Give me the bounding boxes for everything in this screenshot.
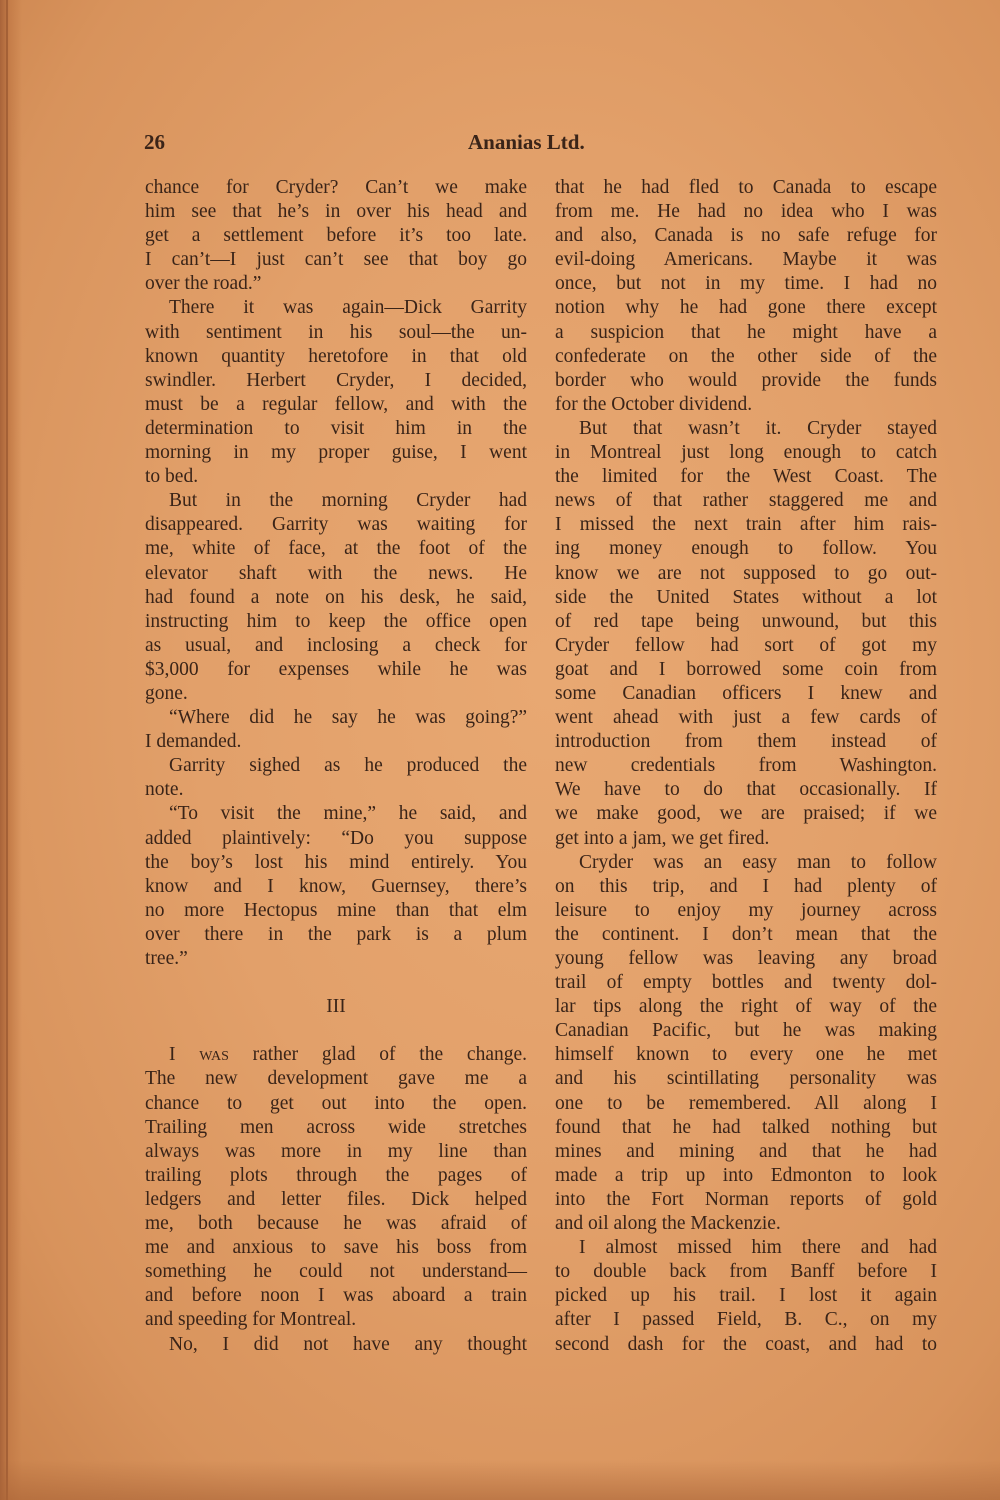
text-line: ledgers and letter files. Dick helped [145,1188,527,1210]
text-line: instructing him to keep the office open [145,610,527,632]
text-line: I demanded. [145,731,242,753]
text-line: side the United States without a lot [555,586,937,608]
text-line: to bed. [145,466,199,488]
text-line: himself known to every one he met [555,1044,937,1066]
text-line: chance for Cryder? Can’t we make [145,177,527,198]
page-binding-edge [0,0,22,1500]
blank-line [145,971,527,995]
text-line: that he had fled to Canada to escape [555,177,937,198]
text-line: always was more in my line than [145,1140,527,1162]
text-line: the limited for the West Coast. The [555,466,937,488]
page-header [144,130,950,158]
drop-word: I [169,1044,176,1066]
text-line [145,1043,527,1067]
text-line: picked up his trail. I lost it again [555,1285,937,1307]
text-line: news of that rather staggered me and [555,490,937,512]
text-line: into the Fort Norman reports of gold [555,1188,937,1210]
text-line: me, white of face, at the foot of the [145,538,527,560]
text-line: and his scintillating personality was [555,1068,937,1090]
text-line: and speeding for Montreal. [145,1309,357,1331]
text-line: ing money enough to follow. You [555,538,937,560]
text-line: him see that he’s in over his head and [145,201,527,223]
text-line: swindler. Herbert Cryder, I decided, [145,369,527,391]
text-line: second dash for the coast, and had to [555,1333,937,1355]
right-column [555,176,937,1357]
text-line: The new development gave me a [145,1068,527,1090]
text-line: new credentials from Washington. [555,755,937,777]
text-line: from me. He had no idea who I was [555,201,937,223]
text-line: we make good, we are praised; if we [555,803,937,825]
text-line: But in the morning Cryder had [169,490,527,512]
text-line: $3,000 for expenses while he was [145,658,527,680]
text-line: We have to do that occasionally. If [555,779,937,801]
text-line: trailing plots through the pages of [145,1164,527,1186]
page-number: 26 [144,130,165,154]
text-line: went ahead with just a few cards of [555,707,937,729]
text-line: morning in my proper guise, I went [145,442,527,464]
text-line: introduction from them instead of [555,731,937,753]
text-line: tree.” [145,948,188,969]
text-line: “Where did he say he was going?” [169,707,527,729]
text-line: disappeared. Garrity was waiting for [145,514,527,536]
text-line: confederate on the other side of the [555,345,937,367]
text-line: evil-doing Americans. Maybe it was [555,249,937,271]
text-line: notion why he had gone there except [555,297,937,319]
text-line: But that wasn’t it. Cryder stayed [579,417,937,439]
text-line: I almost missed him there and had [579,1237,937,1259]
text-line: over the road.” [145,273,262,295]
text-line: know we are not supposed to go out- [555,562,937,584]
text-line: and oil along the Mackenzie. [555,1213,781,1235]
text-line: to double back from Banff before I [555,1261,937,1283]
text-line: determination to visit him in the [145,417,527,439]
line-rest: rather glad of the change. [228,1044,527,1066]
text-line: made a trip up into Edmonton to look [555,1164,937,1186]
text-line: me, both because he was afraid of [145,1213,527,1235]
text-line: leisure to enjoy my journey across [555,899,937,921]
text-line: found that he had talked nothing but [555,1116,937,1138]
text-line: one to be remembered. All along I [555,1092,937,1114]
text-line: added plaintively: “Do you suppose [145,827,527,849]
text-line: No, I did not have any thought [169,1333,527,1355]
page-bottom-shade [0,1460,1000,1500]
text-line: mines and mining and that he had [555,1140,937,1162]
text-line: something he could not understand— [145,1261,527,1283]
text-line: once, but not in my time. I had no [555,273,937,295]
text-line: “To visit the mine,” he said, and [169,803,527,825]
text-line: me and anxious to save his boss from [145,1237,527,1259]
text-line: get a settlement before it’s too late. [145,225,527,247]
text-line: the boy’s lost his mind entirely. You [145,851,527,873]
text-line: goat and I borrowed some coin from [555,658,937,680]
text-line: lar tips along the right of way of the [555,996,937,1018]
text-line: Canadian Pacific, but he was making [555,1020,937,1042]
text-line: must be a regular fellow, and with the [145,393,527,415]
text-line: Trailing men across wide stretches [145,1116,527,1138]
text-line: known quantity heretofore in that old [145,345,527,367]
text-line: I can’t—I just can’t see that boy go [145,249,527,271]
text-line: a suspicion that he might have a [555,321,937,343]
left-column [145,176,527,1357]
text-line: as usual, and inclosing a check for [145,634,527,656]
text-line: gone. [145,682,188,704]
text-line: Cryder was an easy man to follow [579,851,937,873]
text-line: on this trip, and I had plenty of [555,875,937,897]
text-line: note. [145,779,184,801]
text-line: elevator shaft with the news. He [145,562,527,584]
text-line: and before noon I was aboard a train [145,1285,527,1307]
text-line: the continent. I don’t mean that the [555,923,937,945]
small-caps-word: was [199,1044,229,1066]
text-line: chance to get out into the open. [145,1092,527,1114]
text-line: in Montreal just long enough to catch [555,442,937,464]
text-line: Garrity sighed as he produced the [169,755,527,777]
text-line: and also, Canada is no safe refuge for [555,225,937,247]
text-line: over there in the park is a plum [145,923,527,945]
text-line: trail of empty bottles and twenty dol- [555,972,937,994]
text-line: border who would provide the funds [555,369,937,391]
text-line: know and I know, Guernsey, there’s [145,875,527,897]
text-line: some Canadian officers I knew and [555,682,937,704]
text-line: young fellow was leaving any broad [555,948,937,969]
text-line: after I passed Field, B. C., on my [555,1309,937,1331]
text-line: get into a jam, we get fired. [555,827,770,849]
text-line: Cryder fellow had sort of got my [555,634,937,656]
section-heading: III [326,996,346,1018]
text-line: had found a note on his desk, he said, [145,586,527,608]
text-line: no more Hectopus mine than that elm [145,899,527,921]
text-line: with sentiment in his soul—the un- [145,321,527,343]
text-line: of red tape being unwound, but this [555,610,937,632]
running-title: Ananias Ltd. [468,130,585,154]
text-line: for the October dividend. [555,393,753,415]
text-line: I missed the next train after him rais- [555,514,937,536]
blank-line [145,1019,527,1043]
text-line: There it was again—Dick Garrity [169,297,527,319]
